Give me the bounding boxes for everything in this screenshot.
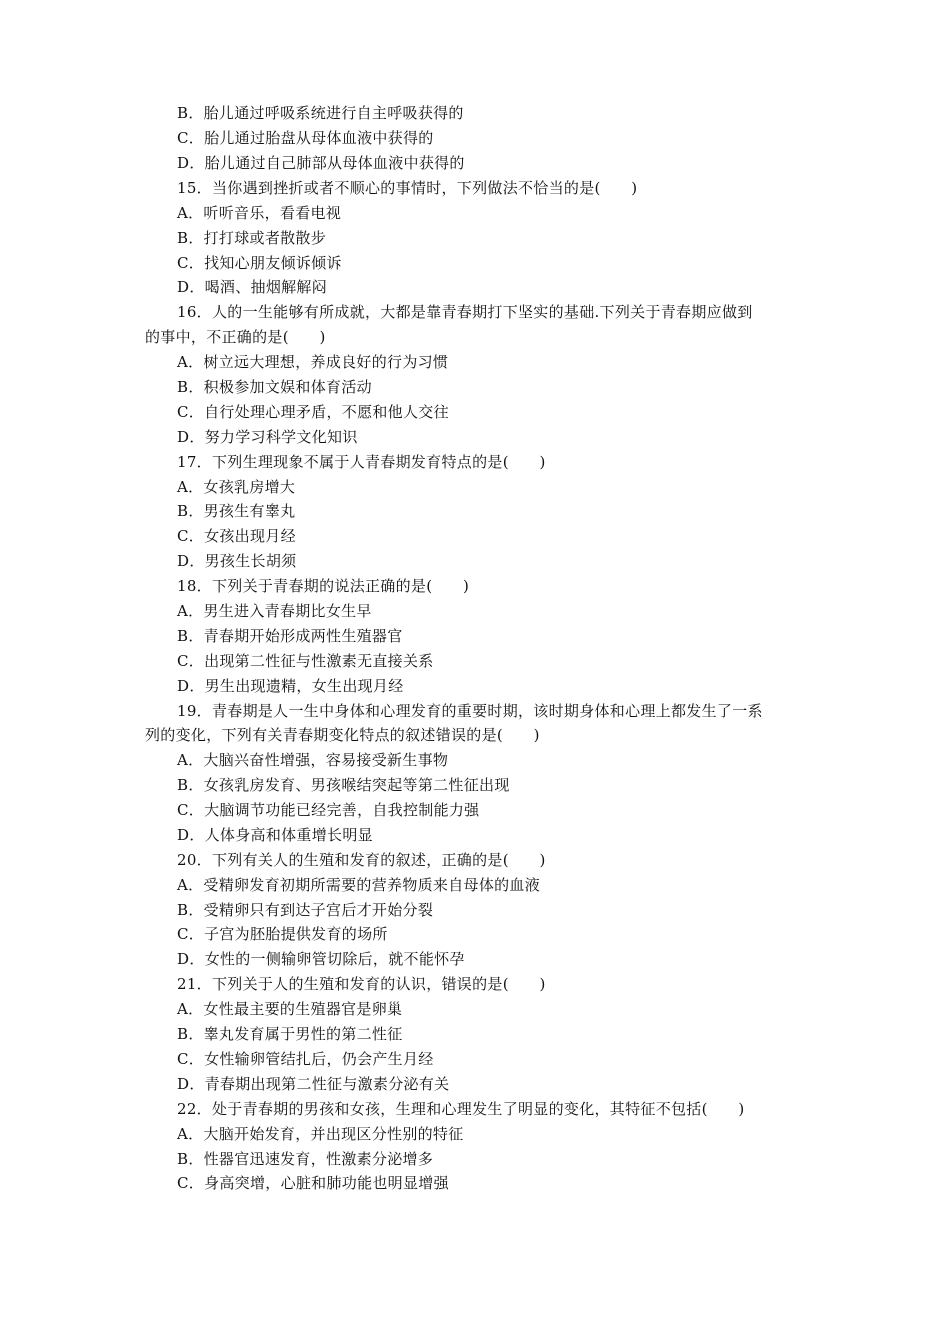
- option-line: A．女孩乳房增大: [177, 478, 296, 496]
- question-line: 22．处于青春期的男孩和女孩，生理和心理发生了明显的变化，其特征不包括( ): [177, 1100, 745, 1118]
- option-line: D．胎儿通过自己肺部从母体血液中获得的: [177, 154, 465, 172]
- option-line: C．胎儿通过胎盘从母体血液中获得的: [177, 129, 434, 147]
- question-line: 15．当你遇到挫折或者不顺心的事情时，下列做法不恰当的是( ): [177, 179, 638, 197]
- question-line: 17．下列生理现象不属于人青春期发育特点的是( ): [177, 453, 546, 471]
- option-line: C．出现第二性征与性激素无直接关系: [177, 652, 434, 670]
- option-line: B．受精卵只有到达子宫后才开始分裂: [177, 901, 434, 919]
- option-line: D．青春期出现第二性征与激素分泌有关: [177, 1075, 450, 1093]
- option-line: B．积极参加文娱和体育活动: [177, 378, 372, 396]
- option-line: D．努力学习科学文化知识: [177, 428, 358, 446]
- question-continuation: 的事中，不正确的是( ): [145, 328, 326, 346]
- option-line: C．女性输卵管结扎后，仍会产生月经: [177, 1050, 434, 1068]
- option-line: A．男生进入青春期比女生早: [177, 602, 372, 620]
- option-line: D．喝酒、抽烟解解闷: [177, 278, 328, 296]
- option-line: A．受精卵发育初期所需要的营养物质来自母体的血液: [177, 876, 541, 894]
- question-line: 20．下列有关人的生殖和发育的叙述，正确的是( ): [177, 851, 546, 869]
- option-line: A．听听音乐，看看电视: [177, 204, 342, 222]
- option-line: B．打打球或者散散步: [177, 229, 327, 247]
- question-continuation: 列的变化，下列有关青春期变化特点的叙述错误的是( ): [145, 726, 540, 744]
- question-line: 21．下列关于人的生殖和发育的认识，错误的是( ): [177, 975, 546, 993]
- option-line: B．睾丸发育属于男性的第二性征: [177, 1025, 403, 1043]
- option-line: D．男生出现遗精，女生出现月经: [177, 677, 404, 695]
- option-line: A．大脑开始发育，并出现区分性别的特征: [177, 1125, 464, 1143]
- question-line: 18．下列关于青春期的说法正确的是( ): [177, 577, 470, 595]
- option-line: A．女性最主要的生殖器官是卵巢: [177, 1000, 403, 1018]
- option-line: C．女孩出现月经: [177, 527, 296, 545]
- option-line: B．性器官迅速发育，性激素分泌增多: [177, 1150, 434, 1168]
- option-line: C．找知心朋友倾诉倾诉: [177, 254, 342, 272]
- option-line: B．男孩生有睾丸: [177, 502, 296, 520]
- option-line: C．子宫为胚胎提供发育的场所: [177, 925, 388, 943]
- option-line: B．青春期开始形成两性生殖器官: [177, 627, 403, 645]
- option-line: D．人体身高和体重增长明显: [177, 826, 373, 844]
- option-line: D．女性的一侧输卵管切除后，就不能怀孕: [177, 950, 465, 968]
- option-line: A．大脑兴奋性增强，容易接受新生事物: [177, 751, 449, 769]
- option-line: A．树立远大理想，养成良好的行为习惯: [177, 353, 449, 371]
- option-line: C．自行处理心理矛盾，不愿和他人交往: [177, 403, 449, 421]
- option-line: C．大脑调节功能已经完善，自我控制能力强: [177, 801, 480, 819]
- option-line: D．男孩生长胡须: [177, 552, 297, 570]
- option-line: C．身高突增，心脏和肺功能也明显增强: [177, 1174, 449, 1192]
- question-line: 16．人的一生能够有所成就，大都是靠青春期打下坚实的基础.下列关于青春期应做到: [177, 303, 753, 321]
- option-line: B．女孩乳房发育、男孩喉结突起等第二性征出现: [177, 776, 510, 794]
- option-line: B．胎儿通过呼吸系统进行自主呼吸获得的: [177, 104, 464, 122]
- question-line: 19．青春期是人一生中身体和心理发育的重要时期，该时期身体和心理上都发生了一系: [177, 702, 763, 720]
